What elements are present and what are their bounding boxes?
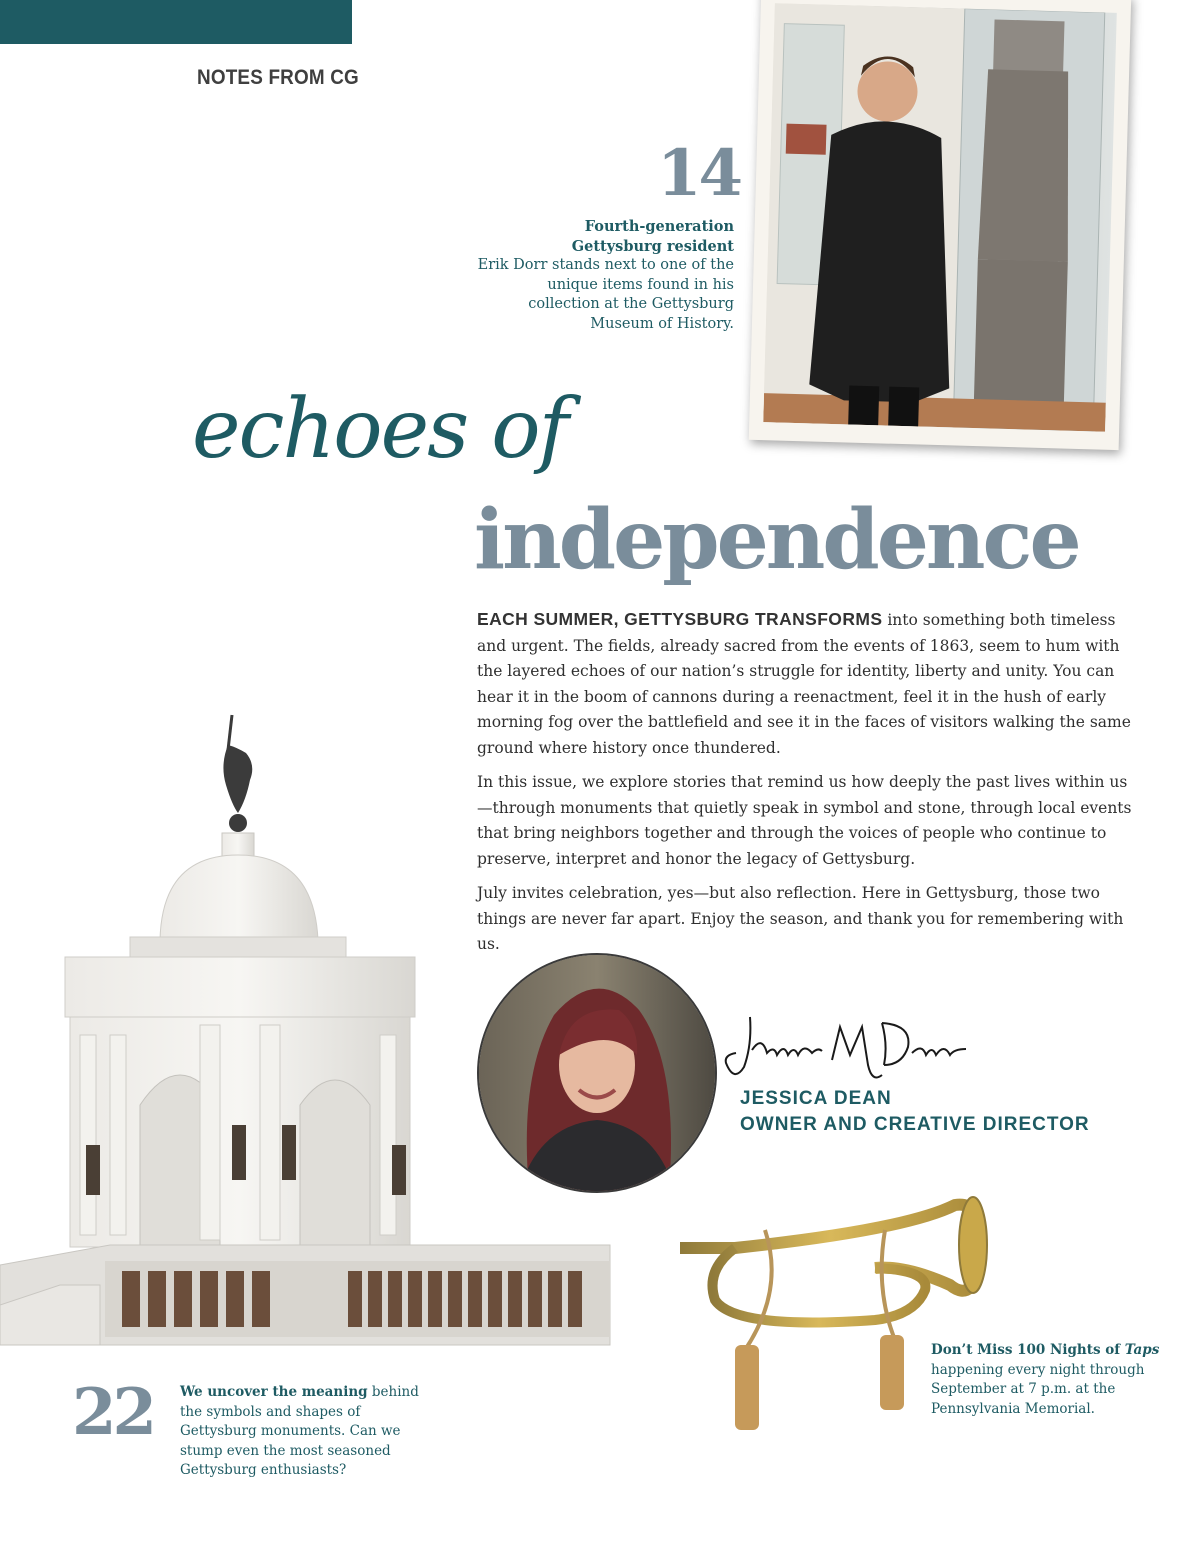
museum-photo: [763, 3, 1117, 431]
taps-callout-lead: Don’t Miss 100 Nights of: [931, 1342, 1125, 1358]
monuments-callout-lead: We uncover the meaning: [180, 1384, 368, 1400]
feature-caption-lead-1: Fourth-generation: [584, 218, 734, 235]
taps-callout: [931, 1341, 1166, 1419]
man-with-suit-illustration: [763, 3, 1117, 431]
callout-page-number: 22: [72, 1375, 154, 1450]
pennsylvania-memorial-illustration: [0, 705, 620, 1355]
headline-line-2: independence: [474, 492, 1079, 588]
paragraph-1-text: into something both timeless and urgent. The fields, already sacred from the events of 1863, seem to hum with the layered echoes of our nation’s struggle for identity, liberty and unity. You can hear it in the boom of cannons during a reenactment, feel it in the hush of early morning fog over the battlefield and see it in the faces of visitors walking the same ground where history once thundered.: [477, 611, 1131, 757]
author-title: OWNER AND CREATIVE DIRECTOR: [740, 1114, 1090, 1135]
feature-caption-body: Erik Dorr stands next to one of the unique items found in his collection at the Gettysburg Museum of History.: [477, 257, 734, 332]
lead-in: EACH SUMMER, GETTYSBURG TRANSFORMS: [477, 609, 883, 629]
monuments-callout: [180, 1383, 425, 1481]
feature-page-number: 14: [656, 136, 740, 211]
handwritten-signature: [722, 1005, 972, 1095]
taps-callout-title: Taps: [1124, 1342, 1160, 1358]
paragraph-3: July invites celebration, yes—but also reflection. Here in Gettysburg, those two things are never far apart. Enjoy the season, and thank you for remembering with us.: [477, 884, 1124, 953]
feature-photo: [749, 0, 1132, 450]
top-accent-bar: [0, 0, 352, 44]
paragraph-2: In this issue, we explore stories that remind us how deeply the past lives within us—through monuments that quietly speak in symbol and stone, through local events that bring neighbors together and through the voices of people who continue to preserve, interpret and honor the legacy of Gettysburg.: [477, 773, 1132, 868]
monuments-callout-text: behind the symbols and shapes of Gettysburg monuments. Can we stump even the most seasoned Gettysburg enthusiasts?: [180, 1384, 419, 1478]
section-label: NOTES FROM CG: [197, 66, 359, 89]
headline-line-1: echoes of: [192, 382, 568, 477]
author-name: JESSICA DEAN: [740, 1088, 892, 1109]
feature-caption-lead-2: Gettysburg resident: [571, 237, 734, 255]
taps-callout-text: happening every night through September at 7 p.m. at the Pennsylvania Memorial.: [931, 1361, 1145, 1417]
feature-caption: [474, 217, 734, 334]
